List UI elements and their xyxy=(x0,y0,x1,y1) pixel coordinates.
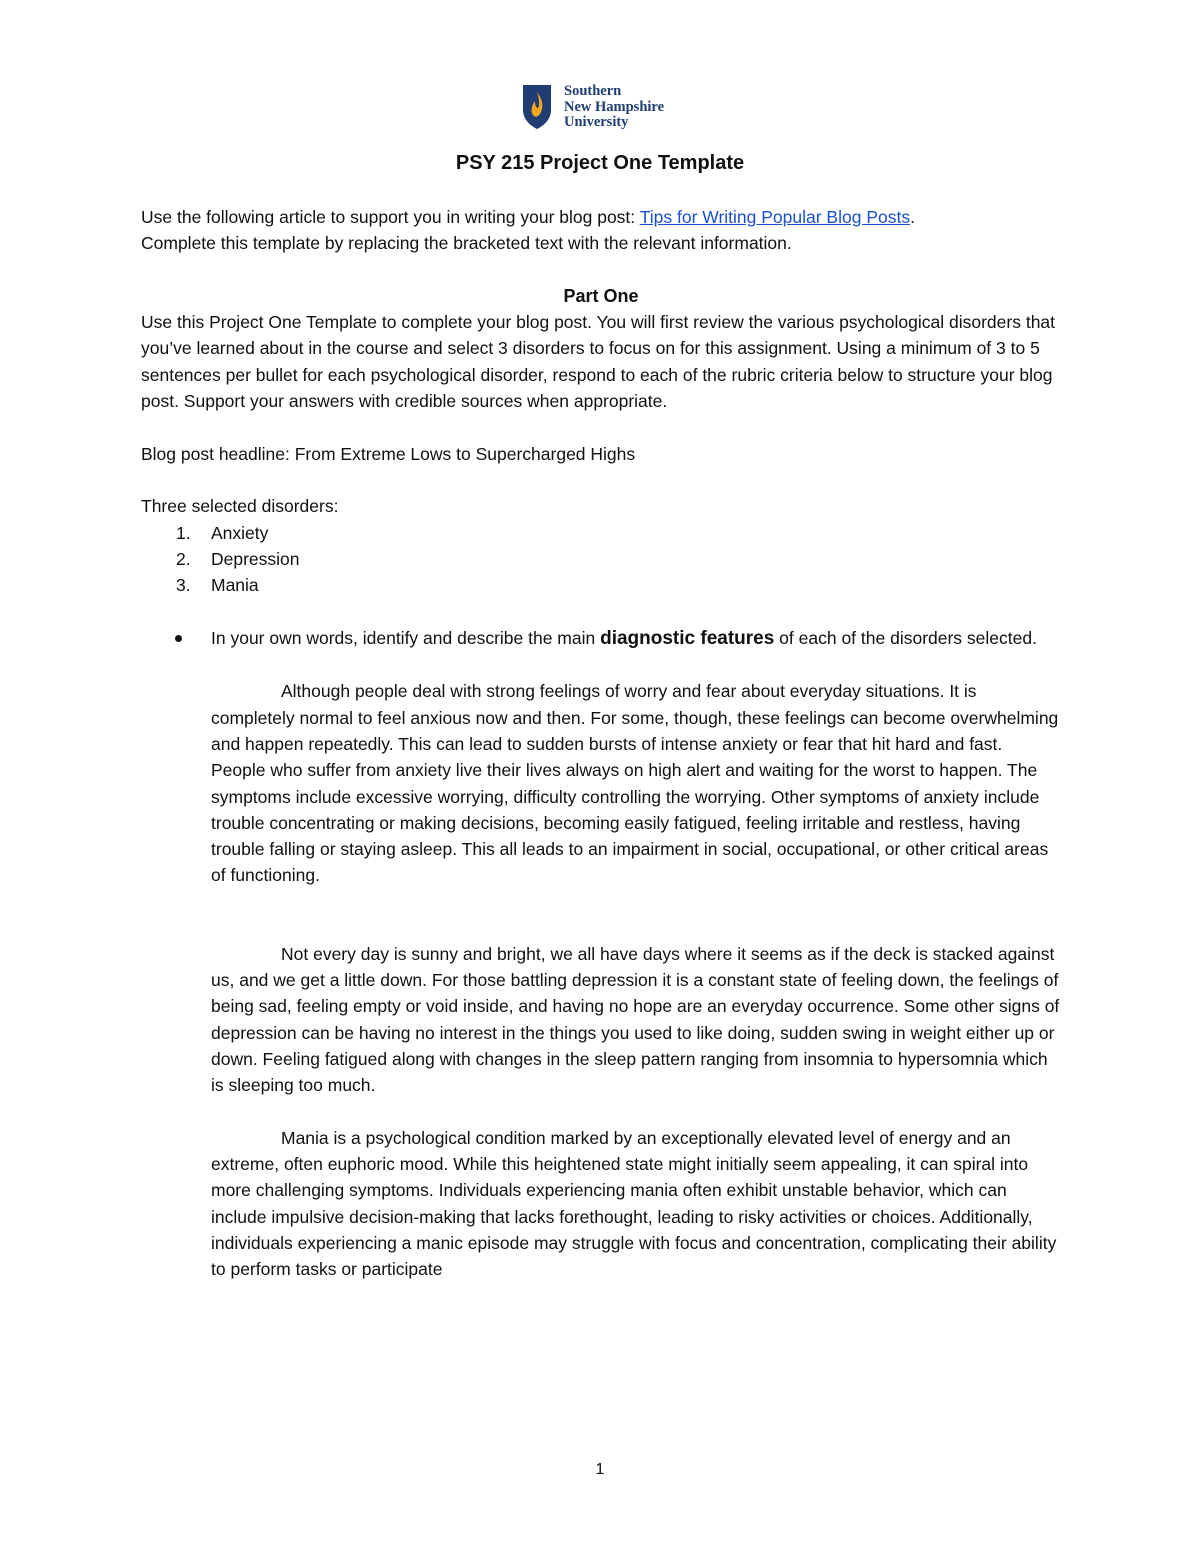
intro-period: . xyxy=(910,207,915,227)
disorders-list xyxy=(141,520,1061,599)
blog-headline: Blog post headline: From Extreme Lows to Supercharged Highs xyxy=(141,443,636,464)
anxiety-paragraph: Although people deal with strong feelings of worry and fear about everyday situations. It is completely normal to feel anxious now and then. For some, though, these feelings can become overwhelming and happen repeatedly. This can lead to sudden bursts of intense anxiety or fear that hit hard and fast. People who suffer from anxiety live their lives always on high alert and waiting for the worst to happen. The symptoms include excessive worrying, difficulty controlling the worrying. Other symptoms of anxiety include trouble concentrating or making decisions, becoming easily fatigued, feeling irritable and restless, having trouble falling or staying asleep. This all leads to an impairment in social, occupational, or other critical areas of functioning. xyxy=(211,681,1059,886)
spacer xyxy=(211,1099,1061,1125)
bullet-dot-icon xyxy=(175,635,182,642)
rubric-bullet xyxy=(141,625,1061,652)
list-item xyxy=(141,520,1061,546)
intro-line-2: Complete this template by replacing the bracketed text with the relevant information. xyxy=(141,233,792,254)
depression-paragraph: Not every day is sunny and bright, we all have days where it seems as if the deck is stacked against us, and we get a little down. For those battling depression it is a constant state of feeling down, the feelings of being sad, feeling empty or void inside, and having no hope are an everyday occurrence. Some other signs of depression can be having no interest in the things you used to like doing, sudden swing in weight either up or down. Feeling fatigued along with changes in the sleep pattern ranging from insomnia to hypersomnia which is sleeping too much. xyxy=(211,943,1060,1096)
blog-tips-link[interactable]: Tips for Writing Popular Blog Posts xyxy=(639,207,911,227)
list-number: 1. xyxy=(176,522,191,543)
disorder-name: Anxiety xyxy=(211,522,269,543)
disorder-name: Depression xyxy=(211,548,300,569)
page-title: PSY 215 Project One Template xyxy=(455,152,745,174)
bullet-emphasis: diagnostic features xyxy=(600,627,775,649)
logo-line-1: Southern xyxy=(564,83,622,99)
spacer xyxy=(141,257,1061,283)
spacer xyxy=(141,652,1061,678)
page-number: 1 xyxy=(595,1461,605,1478)
section-heading-part-one: Part One xyxy=(563,285,639,306)
logo-wordmark xyxy=(564,84,664,131)
bullet-text: In your own words, identify and describe the main xyxy=(211,627,601,648)
intro-line-1 xyxy=(141,204,1061,230)
bullet-text-end: of each of the disorders selected. xyxy=(774,627,1037,648)
shield-flame-icon xyxy=(522,84,552,130)
intro-text: Use the following article to support you in writing your blog post: xyxy=(141,207,640,227)
instructions-paragraph: Use this Project One Template to complete your blog post. You will first review the various psychological disorders that you’ve learned about in the course and select 3 disorders to focus on for this assignment. Using a minimum of 3 to 5 sentences per bullet for each psychological disorder, respond to each of the rubric criteria below to structure your blog post. Support your answers with credible sources when appropriate. xyxy=(141,312,1056,412)
spacer xyxy=(141,467,1061,493)
list-number: 2. xyxy=(176,548,191,569)
document-body xyxy=(141,204,1061,1283)
spacer xyxy=(141,598,1061,624)
disorder-name: Mania xyxy=(211,575,259,596)
answer-block xyxy=(141,678,1061,1282)
logo-line-3: University xyxy=(564,114,629,130)
list-item xyxy=(141,572,1061,598)
mania-paragraph: Mania is a psychological condition marked by an exceptionally elevated level of energy and an extreme, often euphoric mood. While this heightened state might initially seem appealing, it can spiral into more challenging symptoms. Individuals experiencing mania often exhibit unstable behavior, which can include impulsive decision-making that lacks forethought, leading to risky activities or choices. Additionally, individuals experiencing a manic episode may struggle with focus and concentration, complicating their ability to perform tasks or participate xyxy=(211,1127,1057,1280)
spacer xyxy=(141,414,1061,440)
list-item xyxy=(141,546,1061,572)
logo-line-2: New Hampshire xyxy=(564,98,665,115)
university-logo xyxy=(522,84,664,131)
disorders-label: Three selected disorders: xyxy=(141,496,339,517)
list-number: 3. xyxy=(176,575,191,596)
spacer xyxy=(211,889,1061,941)
